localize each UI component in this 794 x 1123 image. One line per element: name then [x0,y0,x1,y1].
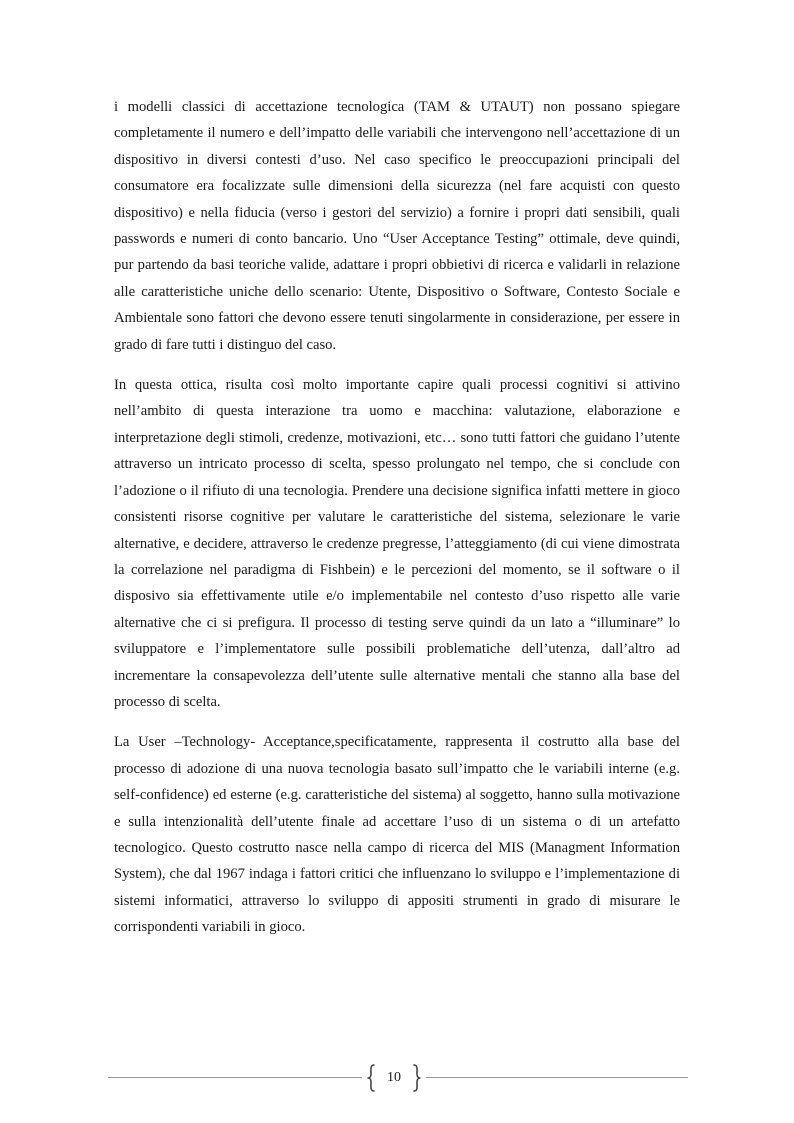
page-number: 10 [387,1070,401,1085]
left-brace-icon [366,1064,376,1092]
paragraph-3: La User –Technology- Acceptance,specificatamente, rappresenta il costrutto alla base del processo di adozione di una nuova tecnologia basato sull’impatto che le variabili interne (e.g. self-confidence) ed esterne (e.g. caratteristiche del sistema) al soggetto, hanno sulla motivazione e sulla intenzionalità dell’utente finale ad accettare l’uso di un sistema o di un artefatto tecnologico. Questo costrutto nasce nella campo di ricerca del MIS (Managment Information System), che dal 1967 indaga i fattori critici che influenzano lo sviluppo e l’implementazione di sistemi informatici, attraverso lo sviluppo di appositi strumenti in grado di misurare le corrispondenti variabili in gioco. [114,734,680,936]
page-body [114,94,680,955]
footer-rule-left [108,1077,362,1078]
page-footer [108,1064,688,1094]
footer-rule-right [426,1077,688,1078]
right-brace-icon [412,1064,422,1092]
paragraph-2: In questa ottica, risulta così molto importante capire quali processi cognitivi si attivino nell’ambito di questa interazione tra uomo e macchina: valutazione, elaborazione e interpretazione degli stimoli, credenze, motivazioni, etc… sono tutti fattori che guidano l’utente attraverso un intricato processo di scelta, spesso prolungato nel tempo, che si conclude con l’adozione o il rifiuto di una tecnologia. Prendere una decisione significa infatti mettere in gioco consistenti risorse cognitive per valutare le caratteristiche del sistema, selezionare le varie alternative, e decidere, attraverso le credenze pregresse, l’atteggiamento (di cui viene dimostrata la correlazione nel paradigma di Fishbein) e le percezioni del momento, se il software o il disposivo sia effettivamente utile e/o implementabile nel contesto d’uso rispetto alle varie alternative che ci si prefigura. Il processo di testing serve quindi da un lato a “illuminare” lo sviluppatore e l’implementatore sulle possibili problematiche dell’utenza, dall’altro ad incrementare la consapevolezza dell’utente sulle alternative mentali che stanno alla base del processo di scelta. [114,377,680,710]
paragraph-1: i modelli classici di accettazione tecnologica (TAM & UTAUT) non possano spiegare completamente il numero e dell’impatto delle variabili che intervengono nell’accettazione di un dispositivo in diversi contesti d’uso. Nel caso specifico le preoccupazioni principali del consumatore era focalizzate sulle dimensioni della sicurezza (nel fare acquisti con questo dispositivo) e nella fiducia (verso i gestori del servizio) a fornire i propri dati sensibili, quali passwords e numeri di conto bancario. Uno “User Acceptance Testing” ottimale, deve quindi, pur partendo da basi teoriche valide, adattare i propri obbietivi di ricerca e validarli in relazione alle caratteristiche uniche dello scenario: Utente, Dispositivo o Software, Contesto Sociale e Ambientale sono fattori che devono essere tenuti singolarmente in considerazione, per essere in grado di fare tutti i distinguo del caso. [114,99,680,353]
page-number-box [366,1064,422,1092]
